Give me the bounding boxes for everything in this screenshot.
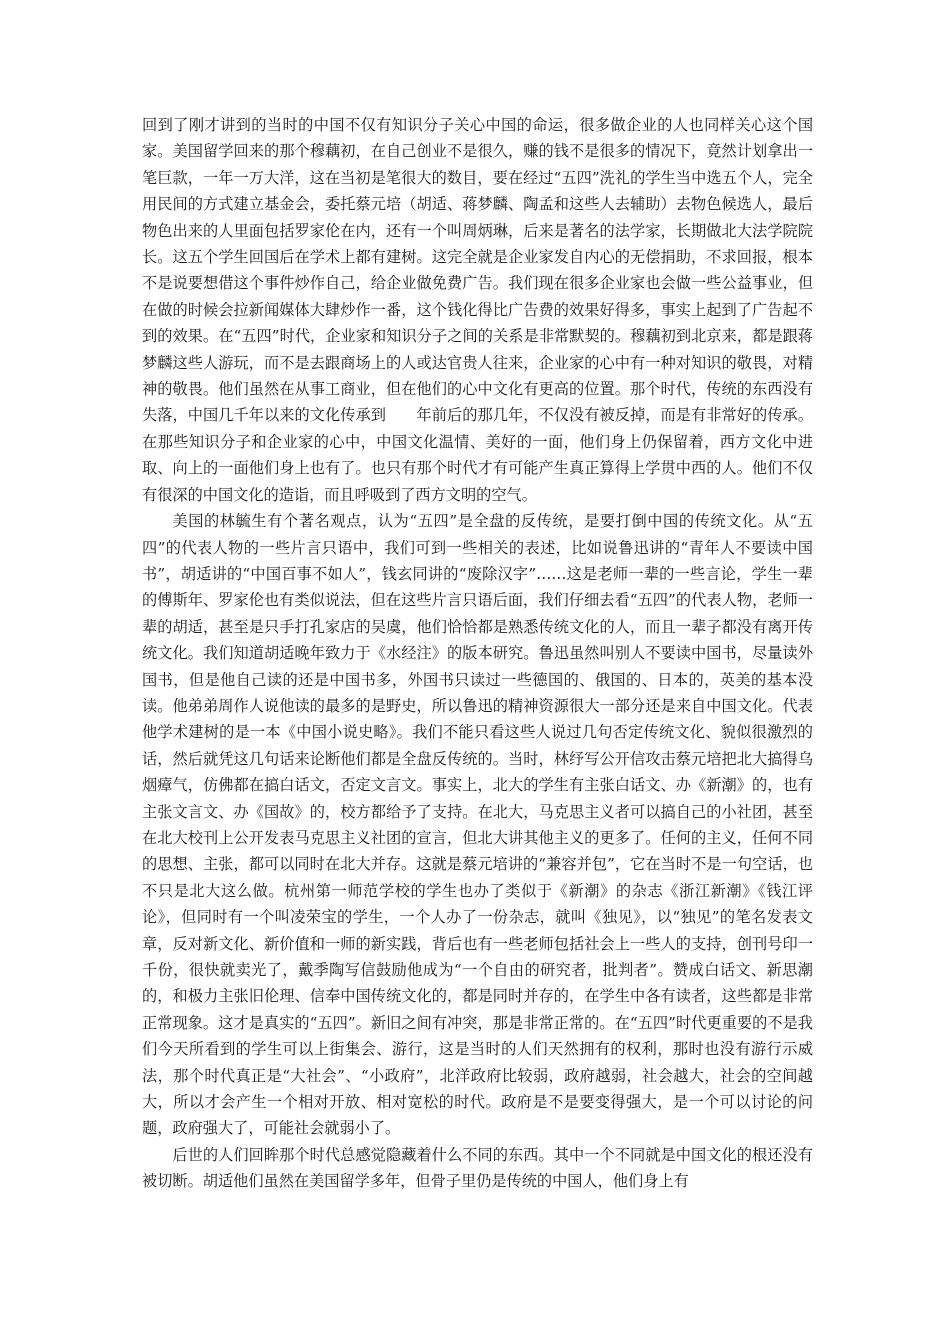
body-text: [142, 112, 813, 1195]
paragraph-2: 美国的林毓生有个著名观点，认为“五四”是全盘的反传统，是要打倒中国的传统文化。从“五四”的代表人物的一些片言只语中，我们可到一些相关的表述，比如说鲁迅讲的“青年人不要读中国书”，胡适讲的“中国百事不如人”，钱玄同讲的“废除汉字”……这是老师一辈的一些言论，学生一辈的傅斯年、罗家伦也有类似说法，但在这些片言只语后面，我们仔细去看“五四”的代表人物，老师一辈的胡适，甚至是只手打孔家店的吴虞，他们恰恰都是熟悉传统文化的人，而且一辈子都没有离开传统文化。我们知道胡适晚年致力于《水经注》的版本研究。鲁迅虽然叫别人不要读中国书，尽量读外国书，但是他自己读的还是中国书多，外国书只读过一些德国的、俄国的、日本的，英美的基本没读。他弟弟周作人说他读的最多的是野史，所以鲁迅的精神资源很大一部分还是来自中国文化。代表他学术建树的是一本《中国小说史略》。我们不能只看这些人说过几句否定传统文化、貌似很激烈的话，然后就凭这几句话来论断他们都是全盘反传统的。当时，林纾写公开信攻击蔡元培把北大搞得乌烟瘴气，仿佛都在搞白话文，否定文言文。事实上，北大的学生有主张白话文、办《新潮》的，也有主张文言文、办《国故》的，校方都给予了支持。在北大，马克思主义者可以搞自己的小社团，甚至在北大校刊上公开发表马克思主义社团的宣言，但北大讲其他主义的更多了。任何的主义，任何不同的思想、主张，都可以同时在北大并存。这就是蔡元培讲的“兼容并包”，它在当时不是一句空话，也不只是北大这么做。杭州第一师范学校的学生也办了类似于《新潮》的杂志《浙江新潮》《钱江评论》，但同时有一个叫凌荣宝的学生，一个人办了一份杂志，就叫《独见》，以“独见”的笔名发表文章，反对新文化、新价值和一师的新实践，背后也有一些老师包括社会上一些人的支持，创刊号印一千份，很快就卖光了，戴季陶写信鼓励他成为“一个自由的研究者，批判者”。赞成白话文、新思潮的，和极力主张旧伦理、信奉中国传统文化的，都是同时并存的，在学生中各有读者，这些都是非常正常现象。这才是真实的“五四”。新旧之间有冲突，那是非常正常的。在“五四”时代更重要的不是我们今天所看到的学生可以上街集会、游行，这是当时的人们天然拥有的权利，那时也没有游行示威法，那个时代真正是“大社会”、“小政府”，北洋政府比较弱，政府越弱，社会越大，社会的空间越大，所以才会产生一个相对开放、相对宽松的时代。政府是不是要变得强大，是一个可以讨论的问题，政府强大了，可能社会就弱小了。: [142, 512, 813, 1138]
paragraph-3: 后世的人们回眸那个时代总感觉隐藏着什么不同的东西。其中一个不同就是中国文化的根还没有被切断。胡适他们虽然在美国留学多年，但骨子里仍是传统的中国人，他们身上有: [142, 1145, 813, 1191]
paragraph-1: 回到了刚才讲到的当时的中国不仅有知识分子关心中国的命运，很多做企业的人也同样关心这个国家。美国留学回来的那个穆藕初，在自己创业不是很久，赚的钱不是很多的情况下，竟然计划拿出一笔巨款，一年一万大洋，这在当初是笔很大的数目，要在经过“五四”洗礼的学生当中选五个人，完全用民间的方式建立基金会，委托蔡元培（胡适、蒋梦麟、陶孟和这些人去辅助）去物色候选人，最后物色出来的人里面包括罗家伦在内，还有一个叫周炳琳，后来是著名的法学家，长期做北大法学院院长。这五个学生回国后在学术上都有建树。这完全就是企业家发自内心的无偿捐助，不求回报，根本不是说要想借这个事件炒作自己，给企业做免费广告。我们现在很多企业家也会做一些公益事业，但在做的时候会拉新闻媒体大肆炒作一番，这个钱化得比广告费的效果好得多，事实上起到了广告起不到的效果。在“五四”时代，企业家和知识分子之间的关系是非常默契的。穆藕初到北京来，都是跟蒋梦麟这些人游玩，而不是去跟商场上的人或达官贵人往来，企业家的心中有一种对知识的敬畏，对精神的敬畏。他们虽然在从事工商业，但在他们的心中文化有更高的位置。那个时代，传统的东西没有失落，中国几千年以来的文化传承到 年前后的那几年，不仅没有被反掉，而是有非常好的传承。在那些知识分子和企业家的心中，中国文化温情、美好的一面，他们身上仍保留着，西方文化中进取、向上的一面他们身上也有了。也只有那个时代才有可能产生真正算得上学贯中西的人。他们不仅有很深的中国文化的造诣，而且呼吸到了西方文明的空气。: [142, 116, 813, 504]
